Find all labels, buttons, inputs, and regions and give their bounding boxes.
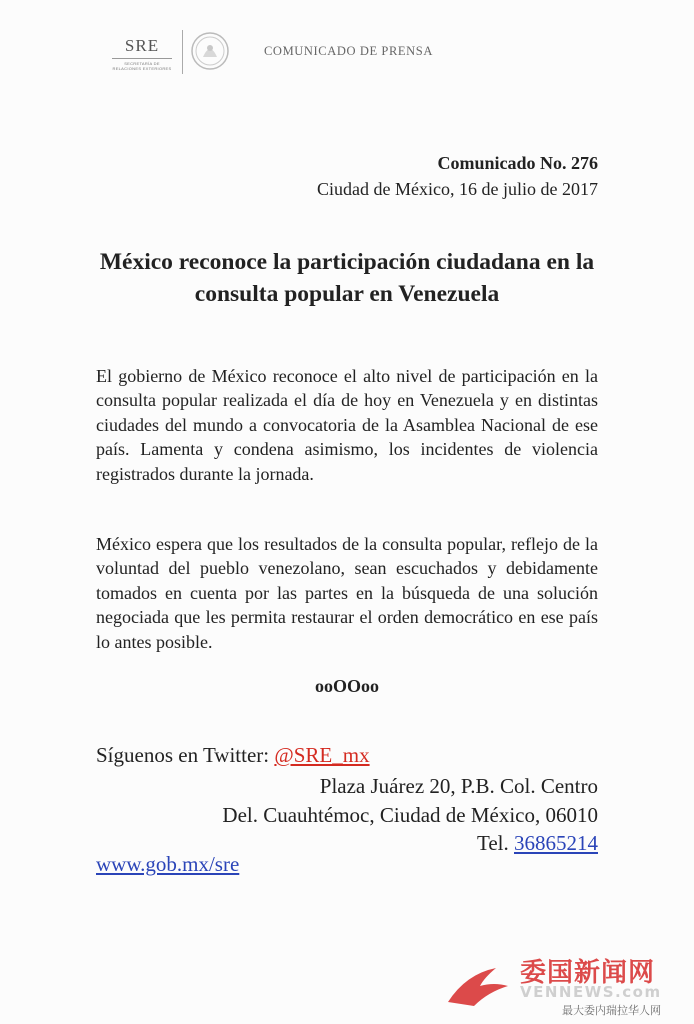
address-block <box>222 772 598 858</box>
address-line-2: Del. Cuauhtémoc, Ciudad de México, 06010 <box>222 802 598 827</box>
telephone-line <box>222 829 598 858</box>
sre-logo-subtext-1: SECRETARÍA DE <box>124 61 160 66</box>
watermark-subtitle: 最大委内瑞拉华人网 <box>562 1004 661 1017</box>
twitter-label: Síguenos en Twitter: <box>96 743 275 767</box>
communique-meta <box>317 150 598 202</box>
body-paragraph-2: México espera que los resultados de la consulta popular, reflejo de la voluntad del pueblo venezolano, sean escuchados y debidamente tomados en cuenta por las partes en la búsqueda de una solución negociada que les permita restaurar el orden democrático en ese país lo antes posible. <box>96 534 598 652</box>
watermark <box>444 952 690 1018</box>
sre-logo-subtext-2: RELACIONES EXTERIORES <box>112 66 172 71</box>
watermark-title: 委国新闻网 <box>520 958 656 988</box>
sre-logo-rule <box>112 58 172 59</box>
separator: ooOOoo <box>314 676 379 696</box>
twitter-handle-link[interactable]: @SRE_mx <box>274 743 370 767</box>
communique-number: Comunicado No. 276 <box>437 153 598 173</box>
sre-logo <box>106 36 178 71</box>
tel-label: Tel. <box>476 831 514 855</box>
bird-logo-icon <box>444 956 514 1016</box>
address-line-1: Plaza Juárez 20, P.B. Col. Centro <box>319 774 598 798</box>
communique-place-date: Ciudad de México, 16 de julio de 2017 <box>317 179 598 199</box>
letterhead <box>96 28 496 78</box>
tel-number-link[interactable]: 36865214 <box>514 831 598 855</box>
body-paragraph-1: El gobierno de México reconoce el alto nivel de participación en la consulta popular realizada el día de hoy en Venezuela y en distintas ciudades del mundo a convocatoria de la Asamblea Nacional de ese país. Lamenta y condena asimismo, los incidentes de violencia registrados durante la jornada. <box>96 366 598 484</box>
watermark-latin: VENNEWS.com <box>520 983 662 1001</box>
header-title: COMUNICADO DE PRENSA <box>264 44 433 58</box>
header-divider <box>182 30 183 74</box>
twitter-line <box>96 743 370 768</box>
website-link[interactable]: www.gob.mx/sre <box>96 852 240 876</box>
national-seal-icon <box>190 31 230 71</box>
sre-logo-text: SRE <box>124 36 160 55</box>
communique-title: México reconoce la participación ciudadana en la consulta popular en Venezuela <box>99 249 595 307</box>
